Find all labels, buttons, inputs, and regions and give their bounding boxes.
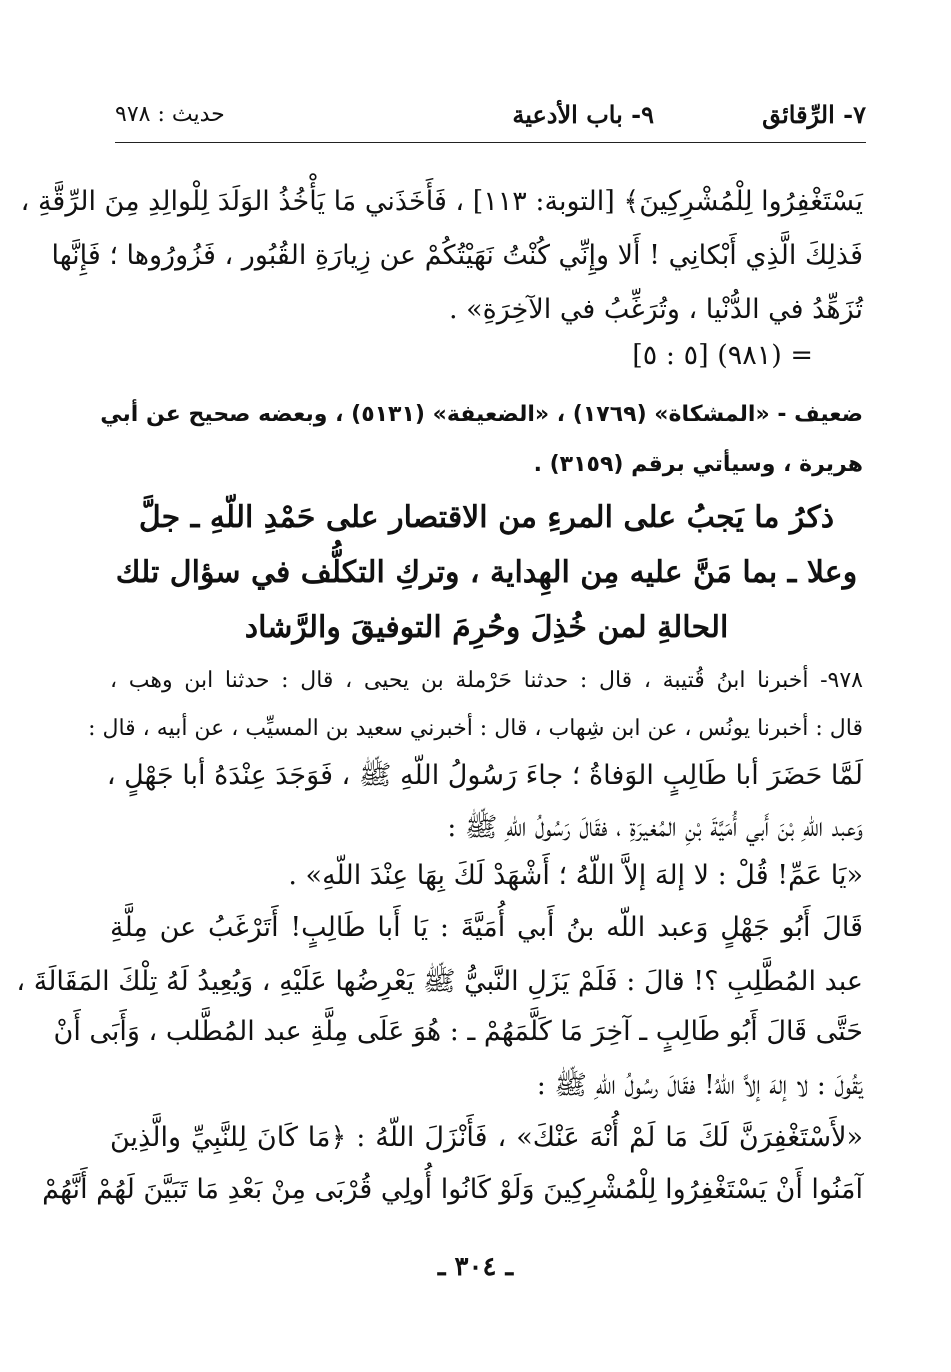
isnad-line: قال : أخبرنا يونُس ، عن ابن شِهاب ، قال : أخبرني سعيد بن المسيِّب ، عن أبيه ، قال : xyxy=(88,716,863,741)
matn-line: «لأَسْتَغْفِرَنَّ لَكَ مَا لَمْ أُنْهَ عَنْكَ» ، فَأَنْزَلَ اللّهُ : ﴿مَا كَانَ لِلنَّبِيِّ والَّذِينَ xyxy=(110,1122,863,1153)
cross-reference: = (٩٨١) [٥ : ٥] xyxy=(632,340,813,371)
continuation-line: تُزَهِّدُ في الدُّنْيا ، وتُرَغِّبُ في الآخِرَةِ» . xyxy=(448,294,863,325)
chapter-heading-line: ذكرُ ما يَجبُ على المرءِ من الاقتصار على حَمْدِ اللّهِ ـ جلَّ xyxy=(138,500,835,535)
grading-line: ضعيف - «المشكاة» (١٧٦٩) ، «الضعيفة» (٥١٣١) ، وبعضه صحيح عن أبي xyxy=(100,402,863,427)
header-rule xyxy=(115,142,866,143)
chapter-heading-line: الحالةِ لمن خُذِلَ وحُرِمَ التوفيقَ والرَّشاد xyxy=(244,610,729,645)
section-title: ٩- باب الأدعية xyxy=(512,100,654,129)
page-number: ـ ٣٠٤ ـ xyxy=(437,1252,514,1282)
hadith-reference: حديث : ٩٧٨ xyxy=(115,102,225,127)
running-header xyxy=(115,96,866,136)
continuation-line: يَسْتَغْفِرُوا لِلْمُشْرِكِينَ﴾ [التوبة: ١١٣] ، فَأَخَذَني مَا يَأْخُذُ الوَلَدَ لِلْوالِدِ مِنَ الرِّقَّةِ ، xyxy=(20,186,863,217)
chapter-heading-line: وعلا ـ بما مَنَّ عليه مِن الهِداية ، وتركِ التكلُّف في سؤال تلك xyxy=(115,555,858,590)
matn-line: لَمَّا حَضَرَ أبا طَالِبٍ الوَفاةُ ؛ جاءَ رَسُولُ اللّهِ ﷺ ، فَوَجَدَ عِنْدَهُ أبا جَهْلٍ ، xyxy=(106,760,863,791)
matn-line: يَقُولَ : لا إلهَ إلاَّ اللّهُ! فقَالَ رسُولُ اللّهِ ﷺ : xyxy=(536,1070,863,1101)
matn-line: وَعبد اللّهِ بْنَ أَبي أُمَيَّةَ بْنِ المُغيرَةِ ، فقَالَ رَسُولُ اللّهِ ﷺ : xyxy=(447,812,863,843)
matn-line: عبد المُطَّلِبِ ؟! قالَ : فَلَمْ يَزَلِ النَّبيُّ ﷺ يَعْرِضُها عَلَيْهِ ، وَيُعِيدُ لَهُ تِلْكَ المَقَالَةَ ، xyxy=(16,966,863,997)
matn-line: «يَا عَمِّ! قُلْ : لا إلهَ إلاَّ اللّهُ ؛ أَشْهَدْ لَكَ بِهَا عِنْدَ اللّهِ» . xyxy=(288,860,863,891)
matn-line: قَالَ أَبُو جَهْلٍ وَعبد اللّه بنُ أَبي أُمَيَّةَ : يَا أَبا طَالِبٍ! أَتَرْغَبُ عن مِلَّةِ xyxy=(110,912,863,943)
matn-line: آمَنُوا أَنْ يَسْتَغْفِرُوا لِلْمُشْرِكِينَ وَلَوْ كَانُوا أُولِي قُرْبَى مِنْ بَعْدِ مَا تَبَيَّنَ لَهُمْ أَنَّهُمْ xyxy=(42,1174,863,1205)
matn-line: حَتَّى قَالَ أَبُو طَالِبٍ ـ آخِرَ مَا كَلَّمَهُمْ ـ : هُوَ عَلَى مِلَّةِ عبد المُطَّلب ، وَأَبَى أَنْ xyxy=(53,1016,863,1047)
grading-line: هريرة ، وسيأتي برقم (٣١٥٩) . xyxy=(533,452,863,477)
isnad-line: ٩٧٨- أخبرنا ابنُ قُتيبة ، قال : حدثنا حَرْملة بن يحيى ، قال : حدثنا ابن وهب ، xyxy=(110,668,863,693)
continuation-line: فَذلِكَ الَّذِي أَبْكانِي ! أَلا وإِنِّي كُنْتُ نَهَيْتُكُمْ عن زِيارَةِ القُبُور ، فَزُورُوها ؛ فَإِنَّها xyxy=(51,240,863,271)
chapter-title: ٧- الرِّقائق xyxy=(762,100,866,129)
